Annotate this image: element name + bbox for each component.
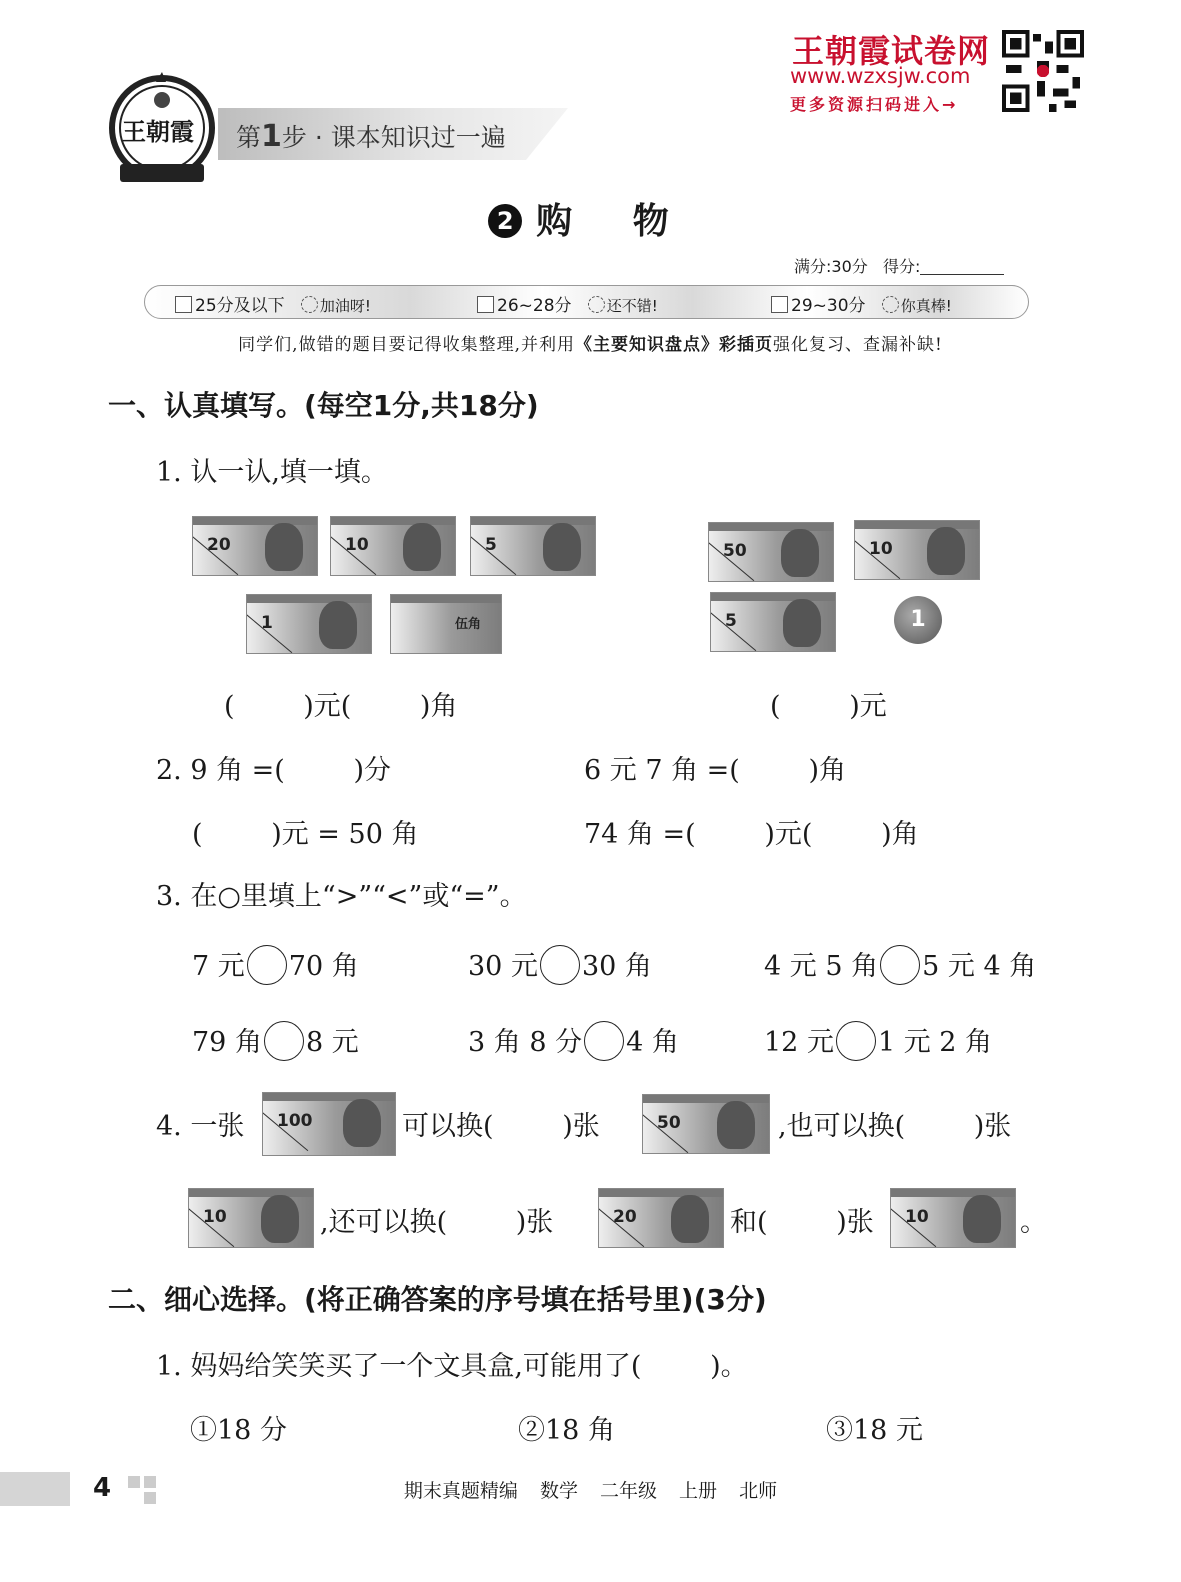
banknote-image: 50 [642,1094,770,1154]
banknote-image: 20 [598,1188,724,1248]
rating-bar [144,285,1029,319]
banknote-image: 伍角 [390,594,502,654]
answer-blank-right[interactable]: ( )元 [770,691,887,722]
qr-code-icon[interactable] [1002,30,1084,112]
banknote-image: 10 [188,1188,314,1248]
page-title: 2 购 物 [0,193,1181,244]
footer-book-title: 期末真题精编 数学 二年级 上册 北师 [403,1480,778,1502]
score-blank[interactable] [920,258,1004,275]
face-icon [588,296,605,313]
logo-text: 王朝霞 [122,117,194,146]
choice-question-1[interactable]: 1. 妈妈给笑笑买了一个文具盒,可能用了( )。 [156,1351,748,1382]
compare-circle[interactable] [584,1021,624,1061]
scan-hint: 更多资源扫码进入→ [790,95,959,114]
compare-item: 30 元 30 角 [468,944,652,985]
brand-url[interactable]: www.wzxsjw.com [790,64,971,88]
compare-circle[interactable] [880,945,920,985]
choice-option-1[interactable]: ①18 分 [190,1415,287,1446]
section-2-title: 二、细心选择。(将正确答案的序号填在括号里)(3分) [108,1283,767,1316]
face-icon [301,296,318,313]
question-2c[interactable]: ( )元 = 50 角 [192,819,419,850]
step-label: 第1步 · 课本知识过一遍 [236,119,506,154]
banknote-image: 50 [708,522,834,582]
page-number: 4 [93,1473,112,1503]
compare-circle[interactable] [247,945,287,985]
compare-item: 79 角 8 元 [192,1020,359,1061]
answer-blank-left[interactable]: ( )元( )角 [224,691,458,722]
checkbox-icon[interactable] [771,296,788,313]
checkbox-icon[interactable] [477,296,494,313]
question-4-blank[interactable]: ,也可以换( )张 [778,1111,1012,1142]
question-4-blank[interactable]: ,还可以换( )张 [320,1207,554,1238]
banknote-image: 10 [330,516,456,576]
question-2b[interactable]: 6 元 7 角 =( )角 [584,755,847,786]
banknote-image: 5 [470,516,596,576]
banknote-image: 10 [854,520,980,580]
question-2d[interactable]: 74 角 =( )元( )角 [584,819,919,850]
rating-item: 29~30分 你真棒! [771,291,952,316]
checkbox-icon[interactable] [175,296,192,313]
question-4-end: 。 [1020,1207,1047,1238]
compare-circle[interactable] [836,1021,876,1061]
compare-item: 7 元 70 角 [192,944,359,985]
choice-option-3[interactable]: ③18 元 [826,1415,923,1446]
score-info: 满分:30分 得分: [794,254,1004,277]
coin-image: 1 [894,596,942,644]
face-icon [882,296,899,313]
study-tip: 同学们,做错的题目要记得收集整理,并利用《主要知识盘点》彩插页强化复习、查漏补缺! [238,335,943,355]
section-1-title: 一、认真填写。(每空1分,共18分) [108,389,539,422]
rating-item: 26~28分 还不错! [477,291,658,316]
compare-circle[interactable] [264,1021,304,1061]
question-4-blank[interactable]: 和( )张 [730,1207,874,1238]
question-4-text: 4. 一张 [156,1111,245,1142]
rating-item: 25分及以下 加油呀! [175,291,371,316]
banknote-image: 1 [246,594,372,654]
choice-option-2[interactable]: ②18 角 [518,1415,615,1446]
compare-circle[interactable] [540,945,580,985]
question-4-blank[interactable]: 可以换( )张 [402,1111,600,1142]
brand-name: 王朝霞试卷网 [792,32,991,70]
compare-item: 3 角 8 分 4 角 [468,1020,679,1061]
question-2a[interactable]: 2. 9 角 =( )分 [156,755,392,786]
compare-item: 12 元 1 元 2 角 [764,1020,992,1061]
banknote-image: 10 [890,1188,1016,1248]
question-3: 3. 在○里填上“>”“<”或“=”。 [156,881,527,912]
question-1: 1. 认一认,填一填。 [156,457,388,488]
banknote-image: 5 [710,592,836,652]
banknote-image: 20 [192,516,318,576]
compare-item: 4 元 5 角 5 元 4 角 [764,944,1036,985]
banknote-image: 100 [262,1092,396,1156]
